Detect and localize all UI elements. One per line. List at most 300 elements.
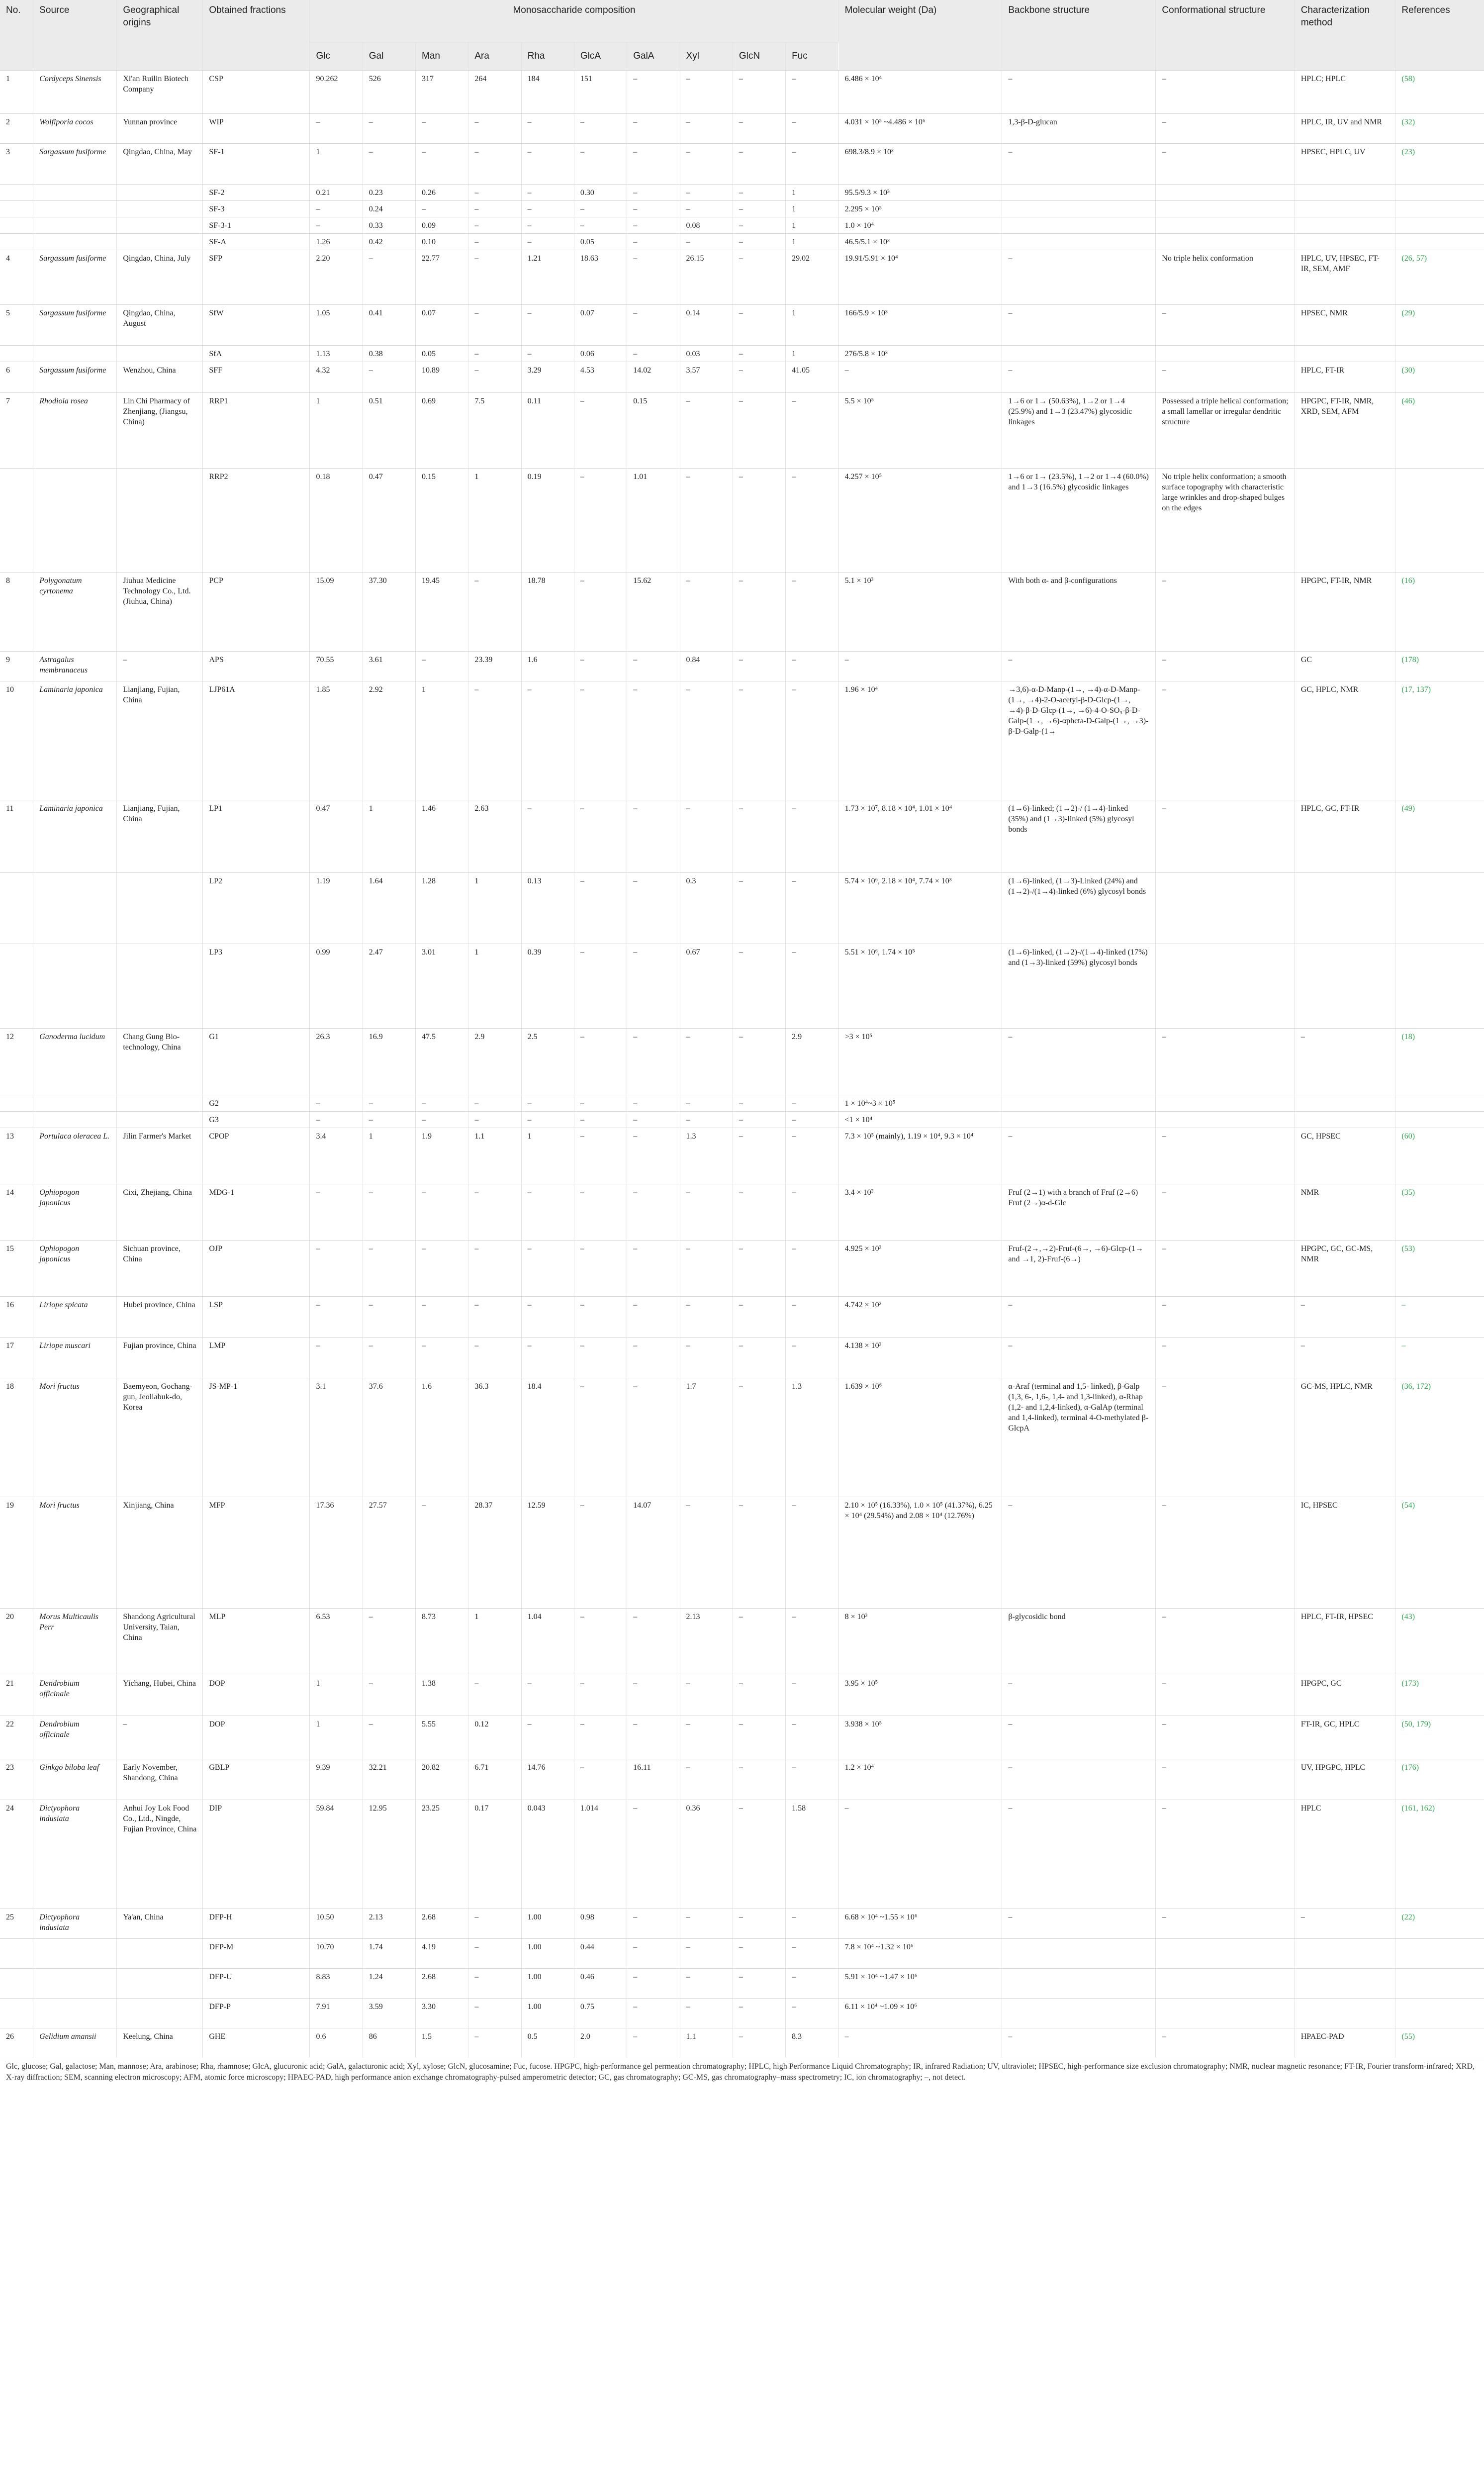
cell-geo: Shandong Agricultural University, Taian, China: [117, 1609, 203, 1675]
cell-sugar: –: [468, 1939, 521, 1969]
cell-sugar: –: [627, 1378, 680, 1497]
cell-mw: 4.138 × 10³: [838, 1338, 1002, 1378]
cell-sugar: 59.84: [310, 1800, 363, 1909]
cell-sugar: –: [468, 1909, 521, 1939]
cell-sugar: –: [680, 1112, 733, 1128]
cell-sugar: 2.68: [416, 1909, 468, 1939]
cell-sugar: 1: [786, 185, 838, 201]
cell-ref: (178): [1395, 652, 1484, 681]
cell-geo: –: [117, 1716, 203, 1759]
table-row: [0, 346, 1484, 362]
cell-sugar: 1.014: [574, 1800, 627, 1909]
cell-sugar: –: [521, 1112, 574, 1128]
cell-method: HPGPC, FT-IR, NMR, XRD, SEM, AFM: [1295, 393, 1395, 469]
cell-no: 7: [0, 393, 33, 469]
cell-sugar: –: [468, 2028, 521, 2058]
cell-sugar: 1.24: [363, 1969, 415, 1999]
cell-mw: –: [838, 362, 1002, 393]
cell-geo: Keelung, China: [117, 2028, 203, 2058]
cell-mw: 6.486 × 10⁴: [838, 71, 1002, 114]
cell-backbone: –: [1002, 250, 1156, 305]
cell-sugar: –: [680, 1999, 733, 2028]
cell-sugar: –: [416, 144, 468, 185]
cell-sugar: 0.08: [680, 217, 733, 234]
table-row: [0, 1939, 1484, 1969]
cell-sugar: –: [468, 1999, 521, 2028]
header-no: No.: [0, 0, 33, 71]
cell-source: Cordyceps Sinensis: [33, 71, 117, 114]
cell-sugar: –: [574, 1609, 627, 1675]
cell-no: [0, 1095, 33, 1112]
cell-sugar: –: [786, 114, 838, 144]
cell-geo: Lianjiang, Fujian, China: [117, 681, 203, 800]
cell-fraction: SF-1: [203, 144, 310, 185]
cell-no: 4: [0, 250, 33, 305]
cell-sugar: 0.06: [574, 346, 627, 362]
cell-no: 15: [0, 1241, 33, 1297]
cell-ref: [1395, 346, 1484, 362]
cell-sugar: 0.05: [416, 346, 468, 362]
cell-fraction: DFP-U: [203, 1969, 310, 1999]
cell-sugar: 1.19: [310, 873, 363, 944]
table-row: [0, 217, 1484, 234]
cell-sugar: 3.4: [310, 1128, 363, 1184]
cell-mw: 1.2 × 10⁴: [838, 1759, 1002, 1800]
cell-sugar: 37.30: [363, 573, 415, 652]
cell-method: GC-MS, HPLC, NMR: [1295, 1378, 1395, 1497]
cell-sugar: 15.62: [627, 573, 680, 652]
cell-sugar: 4.32: [310, 362, 363, 393]
cell-method: –: [1295, 1338, 1395, 1378]
table-row: [0, 1095, 1484, 1112]
cell-method: [1295, 944, 1395, 1029]
cell-sugar: –: [627, 800, 680, 873]
cell-backbone: (1→6)-linked, (1→3)-Linked (24%) and (1→2)-/(1→4)-linked (6%) glycosyl bonds: [1002, 873, 1156, 944]
cell-method: HPSEC, HPLC, UV: [1295, 144, 1395, 185]
cell-geo: Lianjiang, Fujian, China: [117, 800, 203, 873]
cell-geo: [117, 944, 203, 1029]
header-sugar: Ara: [468, 42, 521, 71]
cell-mw: 7.8 × 10⁴ ~1.32 × 10⁶: [838, 1939, 1002, 1969]
cell-ref: [1395, 944, 1484, 1029]
cell-sugar: –: [627, 1184, 680, 1241]
cell-sugar: 3.29: [521, 362, 574, 393]
cell-backbone: –: [1002, 1338, 1156, 1378]
cell-sugar: 9.39: [310, 1759, 363, 1800]
cell-sugar: 0.03: [680, 346, 733, 362]
cell-method: HPLC, FT-IR: [1295, 362, 1395, 393]
cell-conformation: No triple helix conformation: [1156, 250, 1295, 305]
cell-sugar: 0.98: [574, 1909, 627, 1939]
header-source: Source: [33, 0, 117, 71]
cell-sugar: –: [733, 573, 785, 652]
cell-geo: Xinjiang, China: [117, 1497, 203, 1609]
cell-no: 13: [0, 1128, 33, 1184]
cell-sugar: –: [416, 1241, 468, 1297]
header-backbone: Backbone structure: [1002, 0, 1156, 71]
cell-geo: Baemyeon, Gochang-gun, Jeollabuk-do, Korea: [117, 1378, 203, 1497]
cell-geo: Qingdao, China, July: [117, 250, 203, 305]
cell-sugar: –: [310, 1184, 363, 1241]
cell-sugar: 12.95: [363, 1800, 415, 1909]
cell-sugar: –: [574, 800, 627, 873]
table-row: [0, 250, 1484, 305]
cell-sugar: 1.21: [521, 250, 574, 305]
cell-no: 2: [0, 114, 33, 144]
cell-method: [1295, 469, 1395, 573]
cell-fraction: MDG-1: [203, 1184, 310, 1241]
cell-geo: Jilin Farmer's Market: [117, 1128, 203, 1184]
cell-backbone: [1002, 1112, 1156, 1128]
cell-ref: (54): [1395, 1497, 1484, 1609]
cell-sugar: –: [733, 1095, 785, 1112]
cell-sugar: –: [574, 393, 627, 469]
cell-conformation: –: [1156, 1378, 1295, 1497]
cell-sugar: 28.37: [468, 1497, 521, 1609]
cell-sugar: 17.36: [310, 1497, 363, 1609]
cell-sugar: –: [521, 1338, 574, 1378]
table-row: [0, 1800, 1484, 1909]
cell-mw: 8 × 10³: [838, 1609, 1002, 1675]
cell-mw: 5.74 × 10⁶, 2.18 × 10⁴, 7.74 × 10³: [838, 873, 1002, 944]
table-row: [0, 873, 1484, 944]
cell-ref: [1395, 185, 1484, 201]
cell-source: Sargassum fusiforme: [33, 362, 117, 393]
cell-conformation: –: [1156, 1338, 1295, 1378]
cell-sugar: –: [574, 1497, 627, 1609]
cell-mw: –: [838, 2028, 1002, 2058]
cell-sugar: –: [468, 144, 521, 185]
cell-sugar: 1.74: [363, 1939, 415, 1969]
cell-conformation: [1156, 1112, 1295, 1128]
cell-sugar: –: [786, 71, 838, 114]
table-row: [0, 2028, 1484, 2058]
cell-backbone: –: [1002, 1800, 1156, 1909]
cell-source: [33, 873, 117, 944]
cell-conformation: [1156, 1969, 1295, 1999]
cell-sugar: –: [521, 1184, 574, 1241]
cell-source: [33, 1999, 117, 2028]
cell-sugar: –: [627, 346, 680, 362]
cell-fraction: PCP: [203, 573, 310, 652]
cell-mw: 1 × 10⁴~3 × 10⁵: [838, 1095, 1002, 1112]
cell-sugar: –: [680, 185, 733, 201]
cell-conformation: –: [1156, 1184, 1295, 1241]
cell-sugar: –: [733, 1029, 785, 1095]
cell-sugar: 0.69: [416, 393, 468, 469]
table-body: [0, 71, 1484, 2058]
cell-mw: 3.938 × 10⁵: [838, 1716, 1002, 1759]
cell-sugar: –: [574, 1095, 627, 1112]
header-sugar: Glc: [310, 42, 363, 71]
cell-no: 24: [0, 1800, 33, 1909]
cell-sugar: 2.20: [310, 250, 363, 305]
cell-conformation: [1156, 1999, 1295, 2028]
cell-sugar: –: [733, 144, 785, 185]
cell-geo: [117, 234, 203, 250]
cell-sugar: –: [786, 1999, 838, 2028]
cell-ref: [1395, 873, 1484, 944]
cell-geo: Qingdao, China, August: [117, 305, 203, 346]
cell-fraction: SfW: [203, 305, 310, 346]
cell-backbone: [1002, 234, 1156, 250]
cell-sugar: 3.01: [416, 944, 468, 1029]
cell-sugar: –: [627, 1241, 680, 1297]
cell-source: Liriope muscari: [33, 1338, 117, 1378]
cell-sugar: –: [468, 573, 521, 652]
cell-sugar: –: [521, 681, 574, 800]
cell-sugar: –: [733, 1128, 785, 1184]
cell-sugar: 8.3: [786, 2028, 838, 2058]
cell-sugar: 151: [574, 71, 627, 114]
cell-mw: 3.4 × 10³: [838, 1184, 1002, 1241]
cell-sugar: –: [786, 1939, 838, 1969]
cell-sugar: 4.19: [416, 1939, 468, 1969]
table-row: [0, 1759, 1484, 1800]
cell-fraction: WIP: [203, 114, 310, 144]
cell-sugar: –: [574, 1378, 627, 1497]
cell-sugar: –: [733, 1939, 785, 1969]
cell-sugar: –: [574, 144, 627, 185]
cell-conformation: –: [1156, 1716, 1295, 1759]
cell-backbone: 1→6 or 1→ (50.63%), 1→2 or 1→4 (25.9%) and 1→3 (23.47%) glycosidic linkages: [1002, 393, 1156, 469]
cell-sugar: –: [786, 1909, 838, 1939]
cell-conformation: –: [1156, 305, 1295, 346]
header-geo: Geographical origins: [117, 0, 203, 71]
cell-no: 11: [0, 800, 33, 873]
cell-sugar: –: [786, 1759, 838, 1800]
cell-mw: 276/5.8 × 10³: [838, 346, 1002, 362]
cell-sugar: –: [574, 114, 627, 144]
cell-sugar: –: [574, 1338, 627, 1378]
cell-sugar: 0.15: [627, 393, 680, 469]
cell-no: 22: [0, 1716, 33, 1759]
cell-source: Ganoderma lucidum: [33, 1029, 117, 1095]
cell-sugar: 2.68: [416, 1969, 468, 1999]
cell-sugar: –: [786, 800, 838, 873]
cell-sugar: –: [680, 144, 733, 185]
cell-backbone: –: [1002, 144, 1156, 185]
cell-fraction: RRP1: [203, 393, 310, 469]
cell-sugar: –: [416, 1338, 468, 1378]
cell-no: 20: [0, 1609, 33, 1675]
cell-sugar: 1: [468, 873, 521, 944]
header-mono: Monosaccharide composition: [310, 0, 838, 42]
cell-fraction: LP1: [203, 800, 310, 873]
cell-conformation: [1156, 1095, 1295, 1112]
cell-sugar: 1: [363, 800, 415, 873]
cell-sugar: –: [521, 1716, 574, 1759]
cell-no: 26: [0, 2028, 33, 2058]
cell-sugar: 1.1: [680, 2028, 733, 2058]
cell-geo: [117, 346, 203, 362]
cell-conformation: [1156, 201, 1295, 217]
cell-sugar: –: [416, 1497, 468, 1609]
cell-conformation: [1156, 185, 1295, 201]
cell-source: Ginkgo biloba leaf: [33, 1759, 117, 1800]
cell-sugar: 0.15: [416, 469, 468, 573]
cell-sugar: 1: [363, 1128, 415, 1184]
cell-source: Morus Multicaulis Perr: [33, 1609, 117, 1675]
cell-sugar: 15.09: [310, 573, 363, 652]
cell-sugar: –: [521, 305, 574, 346]
cell-sugar: –: [680, 234, 733, 250]
cell-source: Gelidium amansii: [33, 2028, 117, 2058]
cell-sugar: 0.12: [468, 1716, 521, 1759]
cell-ref: (22): [1395, 1909, 1484, 1939]
cell-sugar: 0.44: [574, 1939, 627, 1969]
cell-sugar: –: [468, 681, 521, 800]
header-fractions: Obtained fractions: [203, 0, 310, 71]
cell-sugar: 0.3: [680, 873, 733, 944]
cell-ref: (49): [1395, 800, 1484, 873]
cell-backbone: –: [1002, 1759, 1156, 1800]
cell-sugar: –: [733, 1675, 785, 1716]
cell-fraction: SFP: [203, 250, 310, 305]
cell-ref: [1395, 1999, 1484, 2028]
cell-sugar: –: [574, 944, 627, 1029]
cell-sugar: –: [627, 1297, 680, 1338]
cell-no: 5: [0, 305, 33, 346]
cell-no: 1: [0, 71, 33, 114]
cell-sugar: 0.47: [310, 800, 363, 873]
cell-sugar: 1.1: [468, 1128, 521, 1184]
cell-fraction: OJP: [203, 1241, 310, 1297]
cell-mw: 46.5/5.1 × 10³: [838, 234, 1002, 250]
cell-sugar: –: [627, 2028, 680, 2058]
cell-sugar: –: [574, 1759, 627, 1800]
table-row: [0, 1909, 1484, 1939]
cell-sugar: –: [363, 144, 415, 185]
cell-sugar: –: [680, 1338, 733, 1378]
cell-source: Portulaca oleracea L.: [33, 1128, 117, 1184]
cell-sugar: –: [733, 652, 785, 681]
cell-sugar: –: [468, 1112, 521, 1128]
cell-fraction: SF-2: [203, 185, 310, 201]
cell-mw: 19.91/5.91 × 10⁴: [838, 250, 1002, 305]
cell-backbone: –: [1002, 71, 1156, 114]
cell-sugar: –: [733, 305, 785, 346]
table-row: [0, 1297, 1484, 1338]
cell-sugar: 1.9: [416, 1128, 468, 1184]
cell-ref: –: [1395, 1297, 1484, 1338]
cell-sugar: 0.33: [363, 217, 415, 234]
cell-method: HPLC, IR, UV and NMR: [1295, 114, 1395, 144]
cell-ref: (35): [1395, 1184, 1484, 1241]
header-sugar: Xyl: [680, 42, 733, 71]
cell-sugar: 0.47: [363, 469, 415, 573]
cell-sugar: –: [468, 1241, 521, 1297]
cell-geo: Anhui Joy Lok Food Co., Ltd., Ningde, Fujian Province, China: [117, 1800, 203, 1909]
header-sugar: Rha: [521, 42, 574, 71]
cell-source: Laminaria japonica: [33, 800, 117, 873]
cell-backbone: →3,6)-α-D-Manp-(1→, →4)-α-D-Manp-(1→, →4)-2-O-acetyl-β-D-Glcp-(1→, →4)-β-D-Glcp-(1→, →6)-4-O-SO₃-β-D-Galp-(1→, →6)-αphcta-D-Galp-(1→, →3)-β-D-Galp-(1→: [1002, 681, 1156, 800]
cell-fraction: LMP: [203, 1338, 310, 1378]
cell-ref: (55): [1395, 2028, 1484, 2058]
cell-backbone: [1002, 217, 1156, 234]
cell-fraction: LP2: [203, 873, 310, 944]
cell-no: [0, 234, 33, 250]
cell-sugar: –: [468, 362, 521, 393]
cell-sugar: 0.6: [310, 2028, 363, 2058]
cell-sugar: 0.36: [680, 1800, 733, 1909]
cell-sugar: –: [733, 1497, 785, 1609]
cell-sugar: 22.77: [416, 250, 468, 305]
cell-sugar: –: [363, 114, 415, 144]
cell-method: [1295, 234, 1395, 250]
cell-sugar: –: [627, 1095, 680, 1112]
cell-sugar: –: [574, 652, 627, 681]
cell-fraction: LJP61A: [203, 681, 310, 800]
cell-backbone: –: [1002, 1716, 1156, 1759]
cell-method: IC, HPSEC: [1295, 1497, 1395, 1609]
cell-sugar: –: [680, 1241, 733, 1297]
cell-sugar: 0.05: [574, 234, 627, 250]
cell-sugar: –: [310, 1112, 363, 1128]
cell-backbone: (1→6)-linked, (1→2)-/(1→4)-linked (17%) and (1→3)-linked (59%) glycosyl bonds: [1002, 944, 1156, 1029]
cell-sugar: –: [733, 114, 785, 144]
cell-sugar: –: [574, 1297, 627, 1338]
cell-sugar: –: [521, 234, 574, 250]
cell-source: Dendrobium officinale: [33, 1675, 117, 1716]
cell-mw: 6.11 × 10⁴ ~1.09 × 10⁶: [838, 1999, 1002, 2028]
cell-sugar: –: [786, 1497, 838, 1609]
cell-sugar: 7.91: [310, 1999, 363, 2028]
cell-sugar: 0.17: [468, 1800, 521, 1909]
cell-fraction: DFP-P: [203, 1999, 310, 2028]
cell-sugar: 26.3: [310, 1029, 363, 1095]
cell-sugar: –: [680, 681, 733, 800]
cell-source: [33, 1969, 117, 1999]
cell-backbone: [1002, 1939, 1156, 1969]
cell-backbone: [1002, 1999, 1156, 2028]
cell-fraction: SfA: [203, 346, 310, 362]
cell-sugar: 1.26: [310, 234, 363, 250]
header-method: Characterization method: [1295, 0, 1395, 71]
cell-sugar: –: [733, 393, 785, 469]
cell-method: HPLC: [1295, 1800, 1395, 1909]
cell-ref: (17, 137): [1395, 681, 1484, 800]
table-row: [0, 944, 1484, 1029]
cell-sugar: 1: [468, 469, 521, 573]
table-row: [0, 362, 1484, 393]
cell-method: HPSEC, NMR: [1295, 305, 1395, 346]
cell-sugar: –: [521, 1297, 574, 1338]
table-row: [0, 144, 1484, 185]
cell-sugar: 36.3: [468, 1378, 521, 1497]
cell-sugar: –: [363, 1609, 415, 1675]
cell-conformation: Possessed a triple helical conformation; a small lamellar or irregular dendritic structure: [1156, 393, 1295, 469]
cell-sugar: –: [521, 1095, 574, 1112]
cell-sugar: –: [733, 1969, 785, 1999]
cell-sugar: –: [627, 1800, 680, 1909]
cell-ref: [1395, 1112, 1484, 1128]
cell-no: 6: [0, 362, 33, 393]
cell-sugar: –: [627, 250, 680, 305]
cell-backbone: β-glycosidic bond: [1002, 1609, 1156, 1675]
cell-geo: [117, 1939, 203, 1969]
cell-sugar: –: [733, 1241, 785, 1297]
cell-fraction: SF-3: [203, 201, 310, 217]
table-row: [0, 1338, 1484, 1378]
cell-sugar: –: [680, 393, 733, 469]
cell-sugar: –: [680, 1497, 733, 1609]
table-row: [0, 469, 1484, 573]
cell-fraction: RRP2: [203, 469, 310, 573]
cell-conformation: –: [1156, 1029, 1295, 1095]
cell-sugar: –: [363, 1112, 415, 1128]
cell-sugar: –: [733, 1999, 785, 2028]
